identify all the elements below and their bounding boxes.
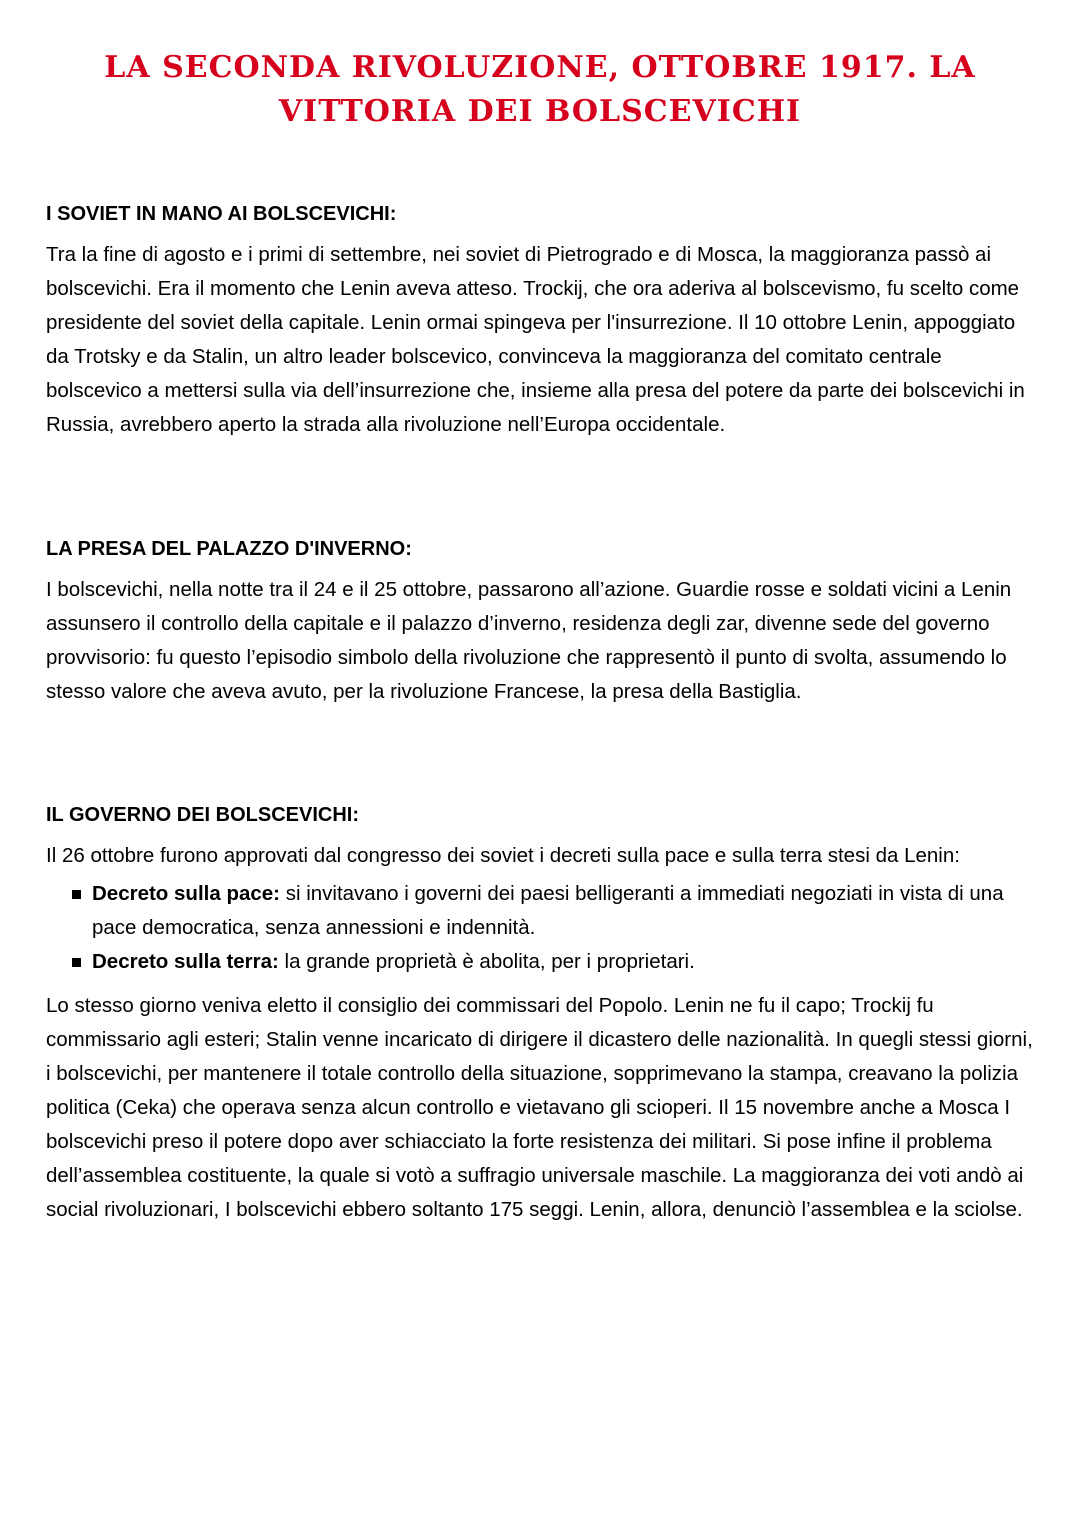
decree-text: la grande proprietà è abolita, per i proprietari. [278, 950, 695, 973]
list-item [46, 877, 1038, 945]
section-heading: IL GOVERNO DEI BOLSCEVICHI: [46, 804, 359, 826]
section-soviet [46, 200, 1038, 442]
section-paragraph: Lo stesso giorno veniva eletto il consiglio dei commissari del Popolo. Lenin ne fu il capo; Trockij fu commissario agli esteri; Stalin venne incaricato di dirigere il dicastero delle nazionalità. In quegli stessi giorni, i bolscevichi, per mantenere il totale controllo della situazione, sopprimevano la stampa, creavano la polizia politica (Ceka) che operava senza alcun controllo e vietavano gli scioperi. Il 15 novembre anche a Mosca I bolscevichi preso il potere dopo aver schiacciato la forte resistenza dei militari. Si pose infine il problema dell’assemblea costituente, la quale si votò a suffragio universale maschile. La maggioranza dei voti andò ai social rivoluzionari, I bolscevichi ebbero soltanto 175 seggi. Lenin, allora, denunciò l’assemblea e la sciolse. [46, 994, 1033, 1221]
section-intro: Il 26 ottobre furono approvati dal congresso dei soviet i decreti sulla pace e sulla terra stesi da Lenin: [46, 844, 960, 867]
section-governo [46, 801, 1038, 1227]
square-bullet-icon [72, 890, 81, 899]
list-item [46, 945, 1038, 979]
section-heading: LA PRESA DEL PALAZZO D'INVERNO: [46, 538, 412, 560]
section-heading: I SOVIET IN MANO AI BOLSCEVICHI: [46, 203, 397, 225]
page-title: LA SECONDA RIVOLUZIONE, OTTOBRE 1917. LA VITTORIA DEI BOLSCEVICHI [104, 50, 976, 129]
decree-text: si invitavano i governi dei paesi belligeranti a immediati negoziati in vista di una pace democratica, senza annessioni e indennità. [92, 882, 1004, 939]
section-palazzo-inverno [46, 535, 1038, 709]
decree-term: Decreto sulla terra: [92, 950, 279, 973]
decree-term: Decreto sulla pace: [92, 882, 280, 905]
decree-list [46, 877, 1038, 979]
section-paragraph: Tra la fine di agosto e i primi di settembre, nei soviet di Pietrogrado e di Mosca, la maggioranza passò ai bolscevichi. Era il momento che Lenin aveva atteso. Trockij, che ora aderiva al bolscevismo, fu scelto come presidente del soviet della capitale. Lenin ormai spingeva per l'insurrezione. Il 10 ottobre Lenin, appoggiato da Trotsky e da Stalin, un altro leader bolscevico, convinceva la maggioranza del comitato centrale bolscevico a mettersi sulla via dell’insurrezione che, insieme alla presa del potere da parte dei bolscevichi in Russia, avrebbero aperto la strada alla rivoluzione nell’Europa occidentale. [46, 243, 1025, 436]
section-paragraph: I bolscevichi, nella notte tra il 24 e il 25 ottobre, passarono all’azione. Guardie rosse e soldati vicini a Lenin assunsero il controllo della capitale e il palazzo d’inverno, residenza degli zar, divenne sede del governo provvisorio: fu questo l’episodio simbolo della rivoluzione che rappresentò il punto di svolta, assumendo lo stesso valore che aveva avuto, per la rivoluzione Francese, la presa della Bastiglia. [46, 578, 1012, 703]
square-bullet-icon [72, 958, 81, 967]
